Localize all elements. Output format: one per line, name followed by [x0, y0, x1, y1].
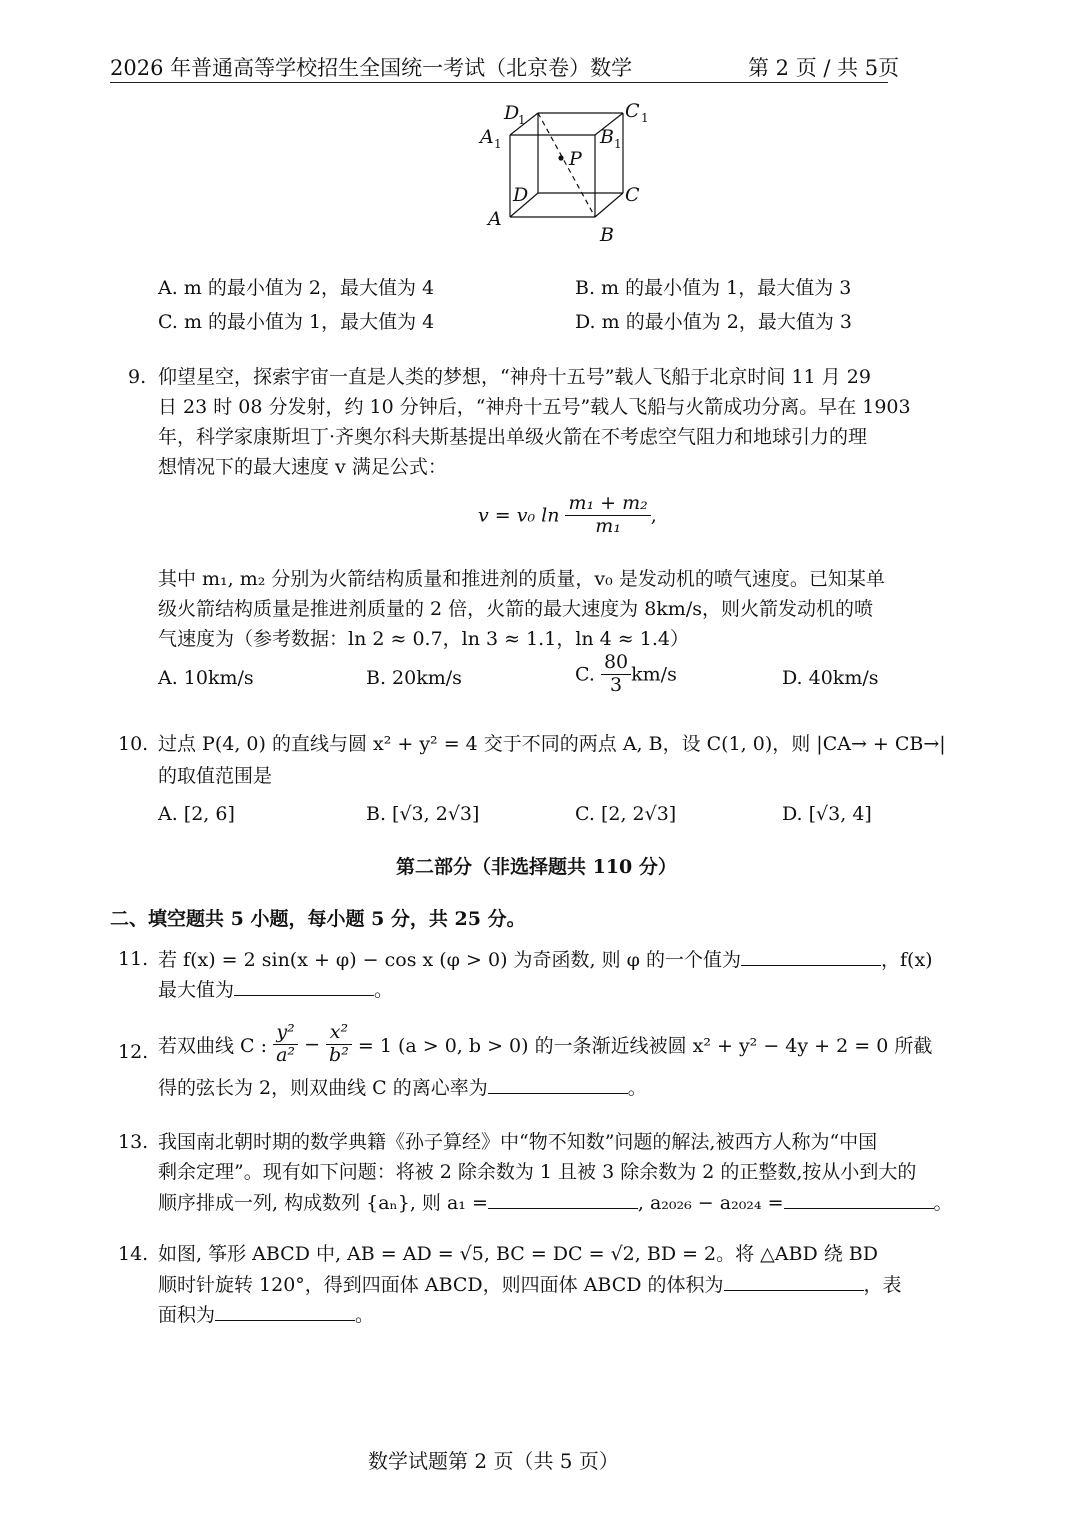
svg-text:1: 1: [494, 137, 502, 151]
q8-option-a: A. m 的最小值为 2，最大值为 4: [158, 277, 435, 299]
cube-figure: [470, 95, 670, 250]
q14-number: 14.: [118, 1243, 149, 1265]
q11-line2: 最大值为 。: [158, 975, 393, 1004]
part-two-heading: 第二部分（非选择题共 110 分）: [396, 856, 677, 878]
q10-option-a: A. [2, 6]: [158, 803, 235, 825]
q9-line4: 想情况下的最大速度 v 满足公式：: [158, 456, 447, 478]
label-P: P: [569, 148, 582, 170]
q8-option-c: C. m 的最小值为 1，最大值为 4: [158, 311, 435, 333]
q10-number: 10.: [118, 733, 149, 755]
q14-line1: 如图, 筝形 ABCD 中, AB = AD = √5, BC = DC = √2, BD = 2。将 △ABD 绕 BD: [158, 1243, 878, 1265]
q12-blank[interactable]: [488, 1073, 628, 1094]
q10-line2: 的取值范围是: [158, 765, 273, 787]
q8-option-d: D. m 的最小值为 2，最大值为 3: [575, 311, 852, 333]
q9-option-a: A. 10km/s: [158, 667, 254, 689]
section-two-heading: 二、填空题共 5 小题，每小题 5 分，共 25 分。: [110, 908, 526, 930]
q10-option-b: B. [√3, 2√3]: [366, 803, 480, 825]
q11-blank-2[interactable]: [234, 975, 374, 996]
q13-line2: 剩余定理”。现有如下问题：将被 2 除余数为 1 且被 3 除余数为 2 的正整数,按从小到大的: [158, 1161, 917, 1183]
label-C1: C: [625, 100, 640, 122]
q8-option-b: B. m 的最小值为 1，最大值为 3: [575, 277, 852, 299]
q11-blank-1[interactable]: [741, 945, 881, 966]
q9-line5: 其中 m₁, m₂ 分别为火箭结构质量和推进剂的质量，v₀ 是发动机的喷气速度。已知某单: [158, 568, 885, 590]
header-rule: [110, 82, 888, 83]
q11-number: 11.: [118, 948, 149, 970]
page-footer: 数学试题第 2 页（共 5 页）: [368, 1449, 619, 1473]
q9-line7: 气速度为（参考数据：ln 2 ≈ 0.7，ln 3 ≈ 1.1，ln 4 ≈ 1.4）: [158, 628, 689, 650]
q10-option-d: D. [√3, 4]: [782, 803, 872, 825]
svg-text:1: 1: [614, 137, 622, 151]
exam-title: 2026 年普通高等学校招生全国统一考试（北京卷）数学: [110, 56, 633, 80]
page-indicator: 第 2 页 / 共 5页: [748, 56, 900, 80]
q14-line3: 面积为 。: [158, 1300, 374, 1329]
q14-blank-2[interactable]: [215, 1300, 355, 1321]
label-B1: B: [600, 126, 614, 148]
q9-line3: 年，科学家康斯坦丁·齐奥尔科夫斯基提出单级火箭在不考虑空气阻力和地球引力的理: [158, 426, 868, 448]
q9-line1: 仰望星空，探索宇宙一直是人类的梦想，“神舟十五号”载人飞船于北京时间 11 月 29: [158, 366, 871, 388]
label-C: C: [625, 184, 640, 206]
q13-line3: 顺序排成一列, 构成数列 {aₙ}, 则 a₁ = , a₂₀₂₆ − a₂₀₂₄ = 。: [158, 1188, 953, 1217]
q9-option-d: D. 40km/s: [782, 667, 879, 689]
q13-number: 13.: [118, 1131, 149, 1153]
q9-number: 9.: [128, 366, 147, 388]
q12-line1: 若双曲线 C : $\frac{\text{y²}}{\text{a²}}$ − $\frac{\text{x²}}{\text{b²}}$ = 1 (a > 0, b > 0) 的一条渐近线被圆 x² + y² − 4y + 2 = 0 所截: [158, 1021, 933, 1066]
q9-line2: 日 23 时 08 分发射，约 10 分钟后，“神舟十五号”载人飞船与火箭成功分离。早在 1903: [158, 396, 911, 418]
q13-blank-2[interactable]: [784, 1188, 934, 1209]
q12-number: 12.: [118, 1041, 149, 1063]
label-A: A: [488, 208, 502, 230]
svg-text:1: 1: [518, 113, 526, 127]
q9-line6: 级火箭结构质量是推进剂质量的 2 倍，火箭的最大速度为 8km/s，则火箭发动机的喷: [158, 598, 873, 620]
q9-option-c: C. $\frac{80}{3}$ km/s: [575, 651, 677, 696]
q10-option-c: C. [2, 2√3]: [575, 803, 677, 825]
q9-option-b: B. 20km/s: [366, 667, 462, 689]
label-B: B: [600, 224, 614, 246]
q12-line2: 得的弦长为 2，则双曲线 C 的离心率为 。: [158, 1073, 647, 1102]
q14-blank-1[interactable]: [724, 1270, 864, 1291]
label-D1: D: [504, 102, 520, 124]
label-A1: A: [480, 126, 494, 148]
q13-line1: 我国南北朝时期的数学典籍《孙子算经》中“物不知数”问题的解法,被西方人称为“中国: [158, 1131, 878, 1153]
q10-line1: 过点 P(4, 0) 的直线与圆 x² + y² = 4 交于不同的两点 A, B，设 C(1, 0)，则 |CA→ + CB→|: [158, 733, 946, 755]
q13-blank-1[interactable]: [488, 1188, 638, 1209]
q9-formula: v = v₀ ln $\frac{\text{m₁ + m₂}}{\text{m₁}}$ ,: [478, 492, 657, 537]
q11-line1: 若 f(x) = 2 sin(x + φ) − cos x (φ > 0) 为奇函数, 则 φ 的一个值为 ，f(x): [158, 945, 933, 974]
label-D: D: [513, 184, 529, 206]
svg-text:1: 1: [641, 111, 649, 125]
q14-line2: 顺时针旋转 120°，得到四面体 ABCD，则四面体 ABCD 的体积为 ，表: [158, 1270, 902, 1299]
